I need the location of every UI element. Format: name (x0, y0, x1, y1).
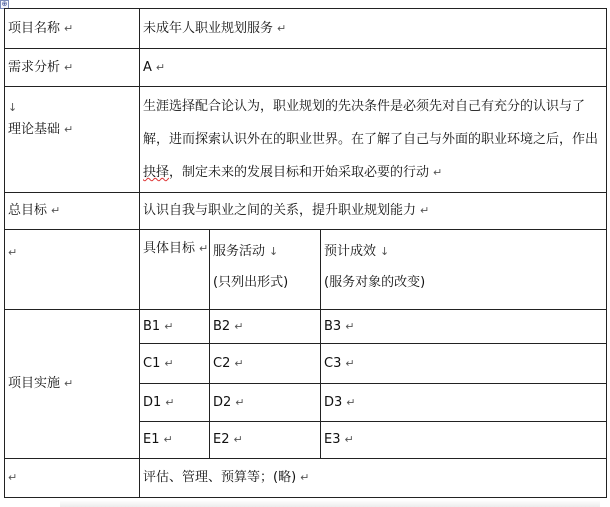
cell-text: D3 (324, 394, 343, 410)
table-cell (140, 422, 210, 459)
paragraph-mark-icon: ↵ (8, 471, 18, 484)
header-col2-sub: (只列出形式) (213, 275, 289, 290)
header-cell (140, 230, 210, 310)
header-col3: 预计成效 (324, 244, 377, 259)
paragraph-mark-icon: ↵ (345, 356, 355, 370)
cell-text: B1 (143, 318, 161, 334)
paragraph-mark-icon: ↵ (234, 356, 244, 370)
cell-text: D1 (143, 394, 162, 410)
paragraph-mark-icon: ↵ (164, 356, 174, 370)
theory-text-part: 生涯选择配合论认为，职业规划的先决条件是必须先对自己有充分的认识与了解，进而探索认识外在的职业世界。在了解了自己与外面的职业环境之后，作出 (143, 99, 599, 147)
evaluation-value: 评估、管理、预算等；(略) (143, 470, 297, 485)
table-anchor-icon[interactable]: ⊕ (1, 0, 8, 8)
paragraph-mark-icon: ↵ (8, 246, 18, 259)
table-cell (210, 384, 321, 422)
table-cell (210, 422, 321, 459)
header-cell (210, 230, 321, 310)
cell-text: B2 (213, 318, 231, 334)
paragraph-mark-icon: ↵ (64, 123, 74, 136)
row-theory (5, 87, 607, 193)
value-cell (140, 459, 607, 498)
cell-text: C2 (213, 355, 231, 371)
header-col3-sub: (服务对象的改变) (324, 275, 426, 290)
table-row (5, 310, 607, 344)
label-cell (5, 87, 140, 193)
cell-text: D2 (213, 394, 232, 410)
project-name-value: 未成年人职业规划服务 (143, 20, 274, 36)
cell-text: E2 (213, 432, 230, 447)
header-cell (321, 230, 607, 310)
table-cell (210, 344, 321, 384)
row-evaluation (5, 459, 607, 498)
row-impl-header (5, 230, 607, 310)
paragraph-mark-icon: ↵ (235, 395, 245, 409)
paragraph-mark-icon: ↵ (199, 242, 209, 255)
header-col2: 服务活动 (213, 244, 266, 259)
cell-text: E3 (324, 432, 341, 447)
paragraph-mark-icon: ↵ (155, 60, 166, 74)
cell-text: E1 (143, 432, 160, 447)
label-cell (5, 193, 140, 230)
paragraph-mark-icon: ↵ (433, 166, 443, 179)
table-cell (321, 344, 607, 384)
table-cell (321, 310, 607, 344)
paragraph-mark-icon: ↵ (51, 204, 61, 217)
spellcheck-word: 抉择 (143, 165, 170, 180)
label-cell (5, 49, 140, 87)
table-cell (321, 422, 607, 459)
paragraph-mark-icon: ↵ (64, 60, 74, 74)
paragraph-mark-icon: ↵ (233, 433, 243, 446)
empty-cell (5, 230, 140, 310)
table-cell (140, 344, 210, 384)
value-cell (140, 193, 607, 230)
label-cell (5, 310, 140, 459)
page-edge-shadow (60, 500, 600, 507)
label-cell (5, 9, 140, 49)
paragraph-mark-icon: ↵ (165, 395, 175, 409)
value-cell (140, 9, 607, 49)
row-project-name (5, 9, 607, 49)
line-break-mark-icon: ↓ (8, 101, 18, 114)
paragraph-mark-icon: ↵ (420, 204, 430, 217)
paragraph-mark-icon: ↵ (164, 319, 174, 333)
paragraph-mark-icon: ↵ (277, 21, 287, 35)
goal-label: 总目标 (8, 203, 48, 218)
line-break-mark-icon: ↓ (269, 245, 279, 258)
paragraph-mark-icon: ↵ (163, 433, 173, 446)
needs-value: A (143, 59, 152, 75)
empty-cell (5, 459, 140, 498)
cell-text: C3 (324, 355, 342, 371)
table-cell (210, 310, 321, 344)
project-name-label: 项目名称 (8, 20, 61, 36)
project-table (4, 8, 607, 498)
table-cell (321, 384, 607, 422)
value-cell (140, 49, 607, 87)
theory-text (143, 99, 598, 180)
paragraph-mark-icon: ↵ (64, 377, 74, 390)
header-col1: 具体目标 (143, 241, 196, 256)
paragraph-mark-icon: ↵ (345, 319, 355, 333)
cell-text: B3 (324, 318, 342, 334)
paragraph-mark-icon: ↵ (346, 395, 356, 409)
row-needs (5, 49, 607, 87)
paragraph-mark-icon: ↵ (64, 21, 74, 35)
theory-label: 理论基础 (8, 122, 61, 137)
table-cell (140, 384, 210, 422)
needs-label: 需求分析 (8, 59, 61, 75)
implementation-label: 项目实施 (8, 376, 61, 391)
line-break-mark-icon: ↓ (380, 245, 390, 258)
value-cell (140, 87, 607, 193)
paragraph-mark-icon: ↵ (344, 433, 354, 446)
table-cell (140, 310, 210, 344)
row-goal (5, 193, 607, 230)
paragraph-mark-icon: ↵ (300, 471, 310, 484)
goal-value: 认识自我与职业之间的关系，提升职业规划能力 (143, 203, 417, 218)
theory-text-part: ，制定未来的发展目标和开始采取必要的行动 (169, 165, 430, 180)
cell-text: C1 (143, 355, 161, 371)
paragraph-mark-icon: ↵ (234, 319, 244, 333)
